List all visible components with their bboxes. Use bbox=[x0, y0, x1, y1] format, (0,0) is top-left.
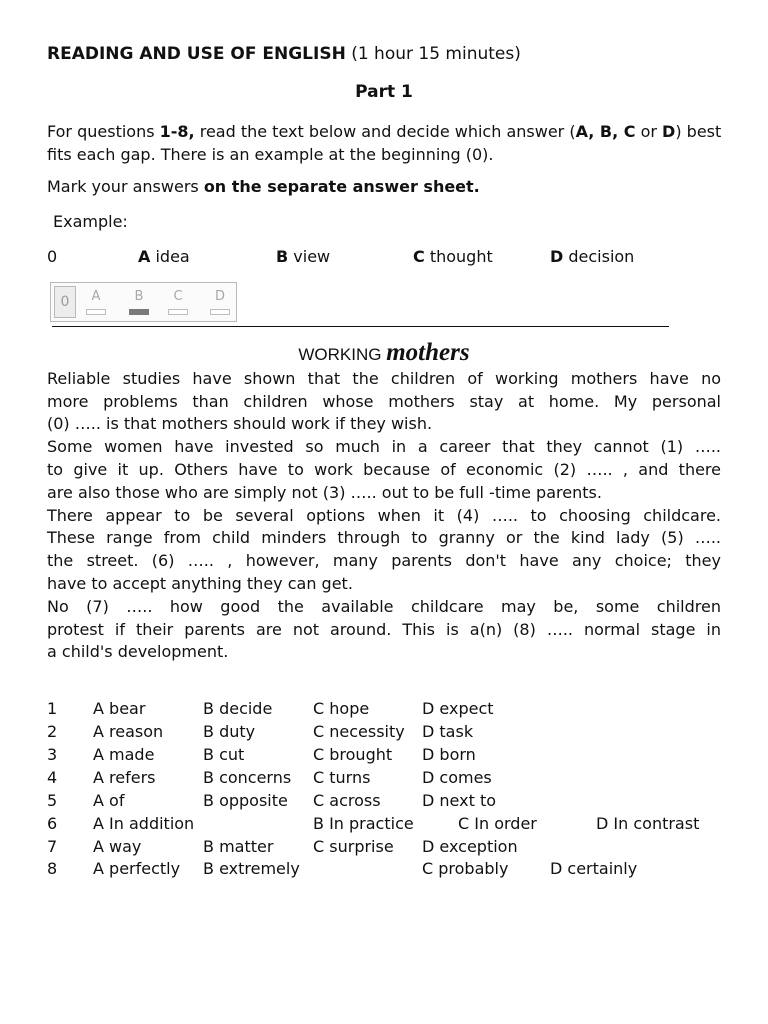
question-number: 6 bbox=[47, 814, 58, 833]
question-option-d: D exception bbox=[422, 837, 518, 856]
question-option-a: A reason bbox=[93, 722, 164, 741]
answer-box-bubble bbox=[86, 309, 106, 315]
answer-box-number: 0 bbox=[54, 286, 76, 318]
question-option-b: B extremely bbox=[203, 859, 300, 878]
question-option-d: D certainly bbox=[550, 859, 638, 878]
question-option-a: A made bbox=[93, 745, 155, 764]
question-option-b: B In practice bbox=[313, 814, 414, 833]
answer-box-letter: D bbox=[214, 289, 225, 304]
question-option-a: A In addition bbox=[93, 814, 195, 833]
question-option-a: A of bbox=[93, 791, 125, 810]
question-number: 1 bbox=[47, 699, 58, 718]
question-option-d: D next to bbox=[422, 791, 496, 810]
option-text: decision bbox=[563, 247, 635, 266]
question-option-b: B cut bbox=[203, 745, 245, 764]
title-duration: (1 hour 15 minutes) bbox=[345, 44, 521, 64]
title-bold: READING AND USE OF ENGLISH bbox=[47, 44, 346, 64]
option-text: thought bbox=[424, 247, 493, 266]
question-option-b: B concerns bbox=[203, 768, 292, 787]
passage-line: Reliable studies have shown that the children of working mothers have no bbox=[47, 369, 721, 388]
instr-text: For questions bbox=[47, 122, 160, 141]
question-option-c: C hope bbox=[313, 699, 370, 718]
passage-line: have to accept anything they can get. bbox=[47, 574, 353, 593]
divider-line bbox=[52, 326, 669, 327]
instr-text: or bbox=[635, 122, 663, 141]
question-option-c: C In order bbox=[458, 814, 537, 833]
passage-line: These range from child minders through to granny or the kind lady (5) ….. bbox=[47, 528, 721, 547]
instr-text: read the text below and decide which answer ( bbox=[194, 122, 576, 141]
passage-line: the street. (6) ….. , however, many parents don't have any choice; they bbox=[47, 551, 721, 570]
passage-title-part2: mothers bbox=[386, 339, 470, 366]
question-number: 2 bbox=[47, 722, 58, 741]
example-option-a bbox=[138, 247, 190, 266]
question-option-d: D expect bbox=[422, 699, 494, 718]
page-title bbox=[47, 44, 521, 64]
question-number: 3 bbox=[47, 745, 58, 764]
example-number: 0 bbox=[47, 247, 58, 266]
option-letter: A bbox=[138, 247, 151, 266]
passage-line: are also those who are simply not (3) ….. out to be full -time parents. bbox=[47, 483, 602, 502]
question-number: 7 bbox=[47, 837, 58, 856]
instr-question-range: 1-8, bbox=[159, 122, 195, 141]
option-text: view bbox=[288, 247, 331, 266]
question-option-b: B duty bbox=[203, 722, 256, 741]
answer-box-letter: A bbox=[91, 289, 101, 304]
answer-sheet-instruction bbox=[47, 177, 480, 196]
question-option-a: A refers bbox=[93, 768, 156, 787]
passage-line: more problems than children whose mothers stay at home. My personal bbox=[47, 392, 721, 411]
passage-title bbox=[0, 339, 768, 367]
option-text: idea bbox=[150, 247, 190, 266]
answer-box-letter: C bbox=[173, 289, 183, 304]
example-option-b bbox=[276, 247, 330, 266]
answer-box-bubble-selected bbox=[129, 309, 149, 315]
passage-line: No (7) ….. how good the available childcare may be, some children bbox=[47, 597, 721, 616]
answer-box-option-a bbox=[84, 289, 108, 315]
question-option-c: C turns bbox=[313, 768, 371, 787]
part-heading: Part 1 bbox=[355, 82, 413, 102]
question-number: 5 bbox=[47, 791, 58, 810]
instructions-paragraph bbox=[47, 120, 727, 166]
answer-box-letter: B bbox=[134, 289, 144, 304]
answer-box-option-d bbox=[208, 289, 232, 315]
question-option-d: D task bbox=[422, 722, 474, 741]
option-letter: D bbox=[550, 247, 564, 266]
question-option-b: B decide bbox=[203, 699, 273, 718]
question-option-c: C surprise bbox=[313, 837, 394, 856]
answer-box-bubble bbox=[168, 309, 188, 315]
example-answer-box bbox=[50, 282, 237, 322]
question-option-b: B opposite bbox=[203, 791, 288, 810]
instr-text: ) best fits each gap. There is an example at the beginning (0). bbox=[47, 122, 722, 164]
passage-line: There appear to be several options when it (4) ….. to choosing childcare. bbox=[47, 506, 721, 525]
question-option-d: D comes bbox=[422, 768, 492, 787]
passage-title-part1: WORKING bbox=[298, 345, 387, 364]
answer-box-bubble bbox=[210, 309, 230, 315]
example-option-c bbox=[413, 247, 493, 266]
passage-line: protest if their parents are not around. This is a(n) (8) ….. normal stage in bbox=[47, 620, 721, 639]
example-option-d bbox=[550, 247, 634, 266]
passage-line: a child's development. bbox=[47, 642, 229, 661]
instr-option-d: D bbox=[662, 122, 676, 141]
answer-box-option-c bbox=[166, 289, 190, 315]
instr-options: A, B, C bbox=[575, 122, 636, 141]
question-option-a: A way bbox=[93, 837, 142, 856]
passage-line: to give it up. Others have to work because of economic (2) ….. , and there bbox=[47, 460, 721, 479]
answer-box-option-b bbox=[127, 289, 151, 315]
question-option-c: C probably bbox=[422, 859, 509, 878]
example-label: Example: bbox=[53, 212, 128, 231]
passage-line: (0) ….. is that mothers should work if they wish. bbox=[47, 414, 433, 433]
question-option-d: D In contrast bbox=[596, 814, 700, 833]
question-option-a: A perfectly bbox=[93, 859, 181, 878]
option-letter: C bbox=[413, 247, 425, 266]
instr-text: Mark your answers bbox=[47, 177, 204, 196]
question-option-c: C brought bbox=[313, 745, 393, 764]
question-option-d: D born bbox=[422, 745, 476, 764]
question-option-a: A bear bbox=[93, 699, 146, 718]
question-number: 4 bbox=[47, 768, 58, 787]
question-option-c: C necessity bbox=[313, 722, 405, 741]
instr-answer-sheet: on the separate answer sheet. bbox=[203, 177, 480, 196]
option-letter: B bbox=[276, 247, 289, 266]
question-option-c: C across bbox=[313, 791, 381, 810]
question-number: 8 bbox=[47, 859, 58, 878]
passage-line: Some women have invested so much in a career that they cannot (1) ….. bbox=[47, 437, 721, 456]
question-option-b: B matter bbox=[203, 837, 274, 856]
